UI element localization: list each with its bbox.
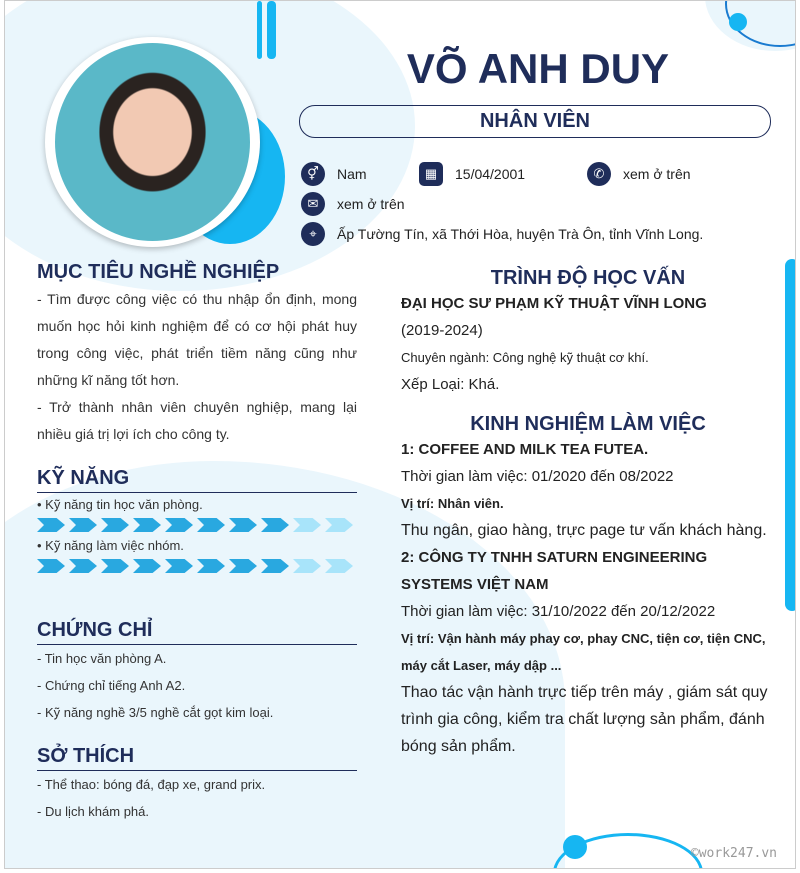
education-section	[401, 267, 775, 398]
job-desc: Thao tác vận hành trực tiếp trên máy , giám sát quy trình gia công, kiểm tra chất lượng sản phẩm, đánh bóng sản phẩm.	[401, 684, 768, 755]
school-name: ĐẠI HỌC SƯ PHẠM KỸ THUẬT VĨNH LONG	[401, 295, 707, 312]
section-title: KINH NGHIỆM LÀM VIỆC	[470, 413, 706, 435]
skill-chevron	[101, 518, 129, 532]
email-text: xem ở trên	[337, 196, 405, 212]
cv-page	[4, 0, 796, 869]
email-info	[301, 192, 405, 216]
experience-section	[401, 413, 775, 760]
job-desc: Thu ngân, giao hàng, trực page tư vấn khách hàng.	[401, 522, 767, 539]
skill-chevron	[37, 559, 65, 573]
skill-chevron	[261, 518, 289, 532]
skill-level-bar	[37, 559, 357, 573]
decor-dot	[563, 835, 587, 859]
decor-bar	[257, 1, 262, 59]
skills-section	[37, 467, 357, 579]
avatar-photo	[55, 43, 250, 241]
skill-chevron	[325, 518, 353, 532]
job-time: Thời gian làm việc: 01/2020 đến 08/2022	[401, 468, 674, 485]
skill-chevron	[133, 559, 161, 573]
skill-level-bar	[37, 518, 357, 532]
dob-text: 15/04/2001	[455, 166, 526, 182]
skill-chevron	[37, 518, 65, 532]
section-title: SỞ THÍCH	[37, 745, 357, 771]
phone-text: xem ở trên	[623, 166, 691, 182]
skill-chevron	[261, 559, 289, 573]
section-title: KỸ NĂNG	[37, 467, 357, 493]
job-title: NHÂN VIÊN	[299, 105, 771, 138]
phone-info	[587, 162, 691, 186]
skill-label: • Kỹ năng tin học văn phòng.	[37, 497, 203, 512]
phone-icon: ✆	[587, 162, 611, 186]
job-position: Vị trí: Vận hành máy phay cơ, phay CNC, tiện cơ, tiện CNC, máy cắt Laser, máy dập ...	[401, 631, 766, 673]
skill-chevron	[229, 518, 257, 532]
job-company: 2: CÔNG TY TNHH SATURN ENGINEERING SYSTEMS VIỆT NAM	[401, 549, 708, 593]
gender-text: Nam	[337, 166, 367, 182]
certs-section	[37, 619, 357, 726]
calendar-icon: ▦	[419, 162, 443, 186]
candidate-name: VÕ ANH DUY	[406, 45, 670, 92]
decor-bar	[267, 1, 276, 59]
school-years: (2019-2024)	[401, 322, 483, 339]
hobbies-section	[37, 745, 357, 825]
job-position: Vị trí: Nhân viên.	[401, 496, 504, 511]
skill-chevron	[293, 559, 321, 573]
objective-text: - Tìm được công việc có thu nhập ổn định, mong muốn học hỏi kinh nghiệm để có cơ hội phát huy trong công việc, phát triển tiềm năng cũng như những kĩ năng tốt hơn.	[37, 291, 357, 388]
hobby-item: - Du lịch khám phá.	[37, 804, 149, 819]
dob-info	[419, 162, 525, 186]
gender-icon: ⚥	[301, 162, 325, 186]
skill-chevron	[101, 559, 129, 573]
cert-item: - Kỹ năng nghề 3/5 nghề cắt gọt kim loại.	[37, 705, 274, 720]
watermark: ©work247.vn	[690, 846, 777, 861]
location-icon: ⌖	[301, 222, 325, 246]
section-title: TRÌNH ĐỘ HỌC VẤN	[490, 267, 686, 289]
gender-info	[301, 162, 367, 186]
section-title: CHỨNG CHỈ	[37, 619, 357, 645]
skill-chevron	[325, 559, 353, 573]
skill-chevron	[165, 518, 193, 532]
skill-chevron	[197, 559, 225, 573]
cert-item: - Tin học văn phòng A.	[37, 651, 167, 666]
address-info	[301, 222, 703, 246]
job-time: Thời gian làm việc: 31/10/2022 đến 20/12/2022	[401, 603, 716, 620]
job-company: 1: COFFEE AND MILK TEA FUTEA.	[401, 441, 649, 458]
hobby-item: - Thể thao: bóng đá, đạp xe, grand prix.	[37, 777, 266, 792]
skill-chevron	[69, 518, 97, 532]
grade: Xếp Loại: Khá.	[401, 376, 500, 393]
skill-chevron	[133, 518, 161, 532]
major: Chuyên ngành: Công nghệ kỹ thuật cơ khí.	[401, 350, 649, 365]
skill-chevron	[69, 559, 97, 573]
address-text: Ấp Tường Tín, xã Thới Hòa, huyện Trà Ôn, tỉnh Vĩnh Long.	[337, 226, 704, 242]
skill-chevron	[197, 518, 225, 532]
decor-bar	[785, 259, 796, 611]
skill-chevron	[293, 518, 321, 532]
skill-label: • Kỹ năng làm việc nhóm.	[37, 538, 184, 553]
objective-text: - Trở thành nhân viên chuyên nghiệp, mang lại nhiều giá trị lợi ích cho công ty.	[37, 399, 357, 442]
cert-item: - Chứng chỉ tiếng Anh A2.	[37, 678, 186, 693]
email-icon: ✉	[301, 192, 325, 216]
skill-chevron	[165, 559, 193, 573]
objective-section	[37, 261, 357, 448]
skill-chevron	[229, 559, 257, 573]
section-title: MỤC TIÊU NGHỀ NGHIỆP	[37, 261, 280, 283]
decor-dot	[729, 13, 747, 31]
